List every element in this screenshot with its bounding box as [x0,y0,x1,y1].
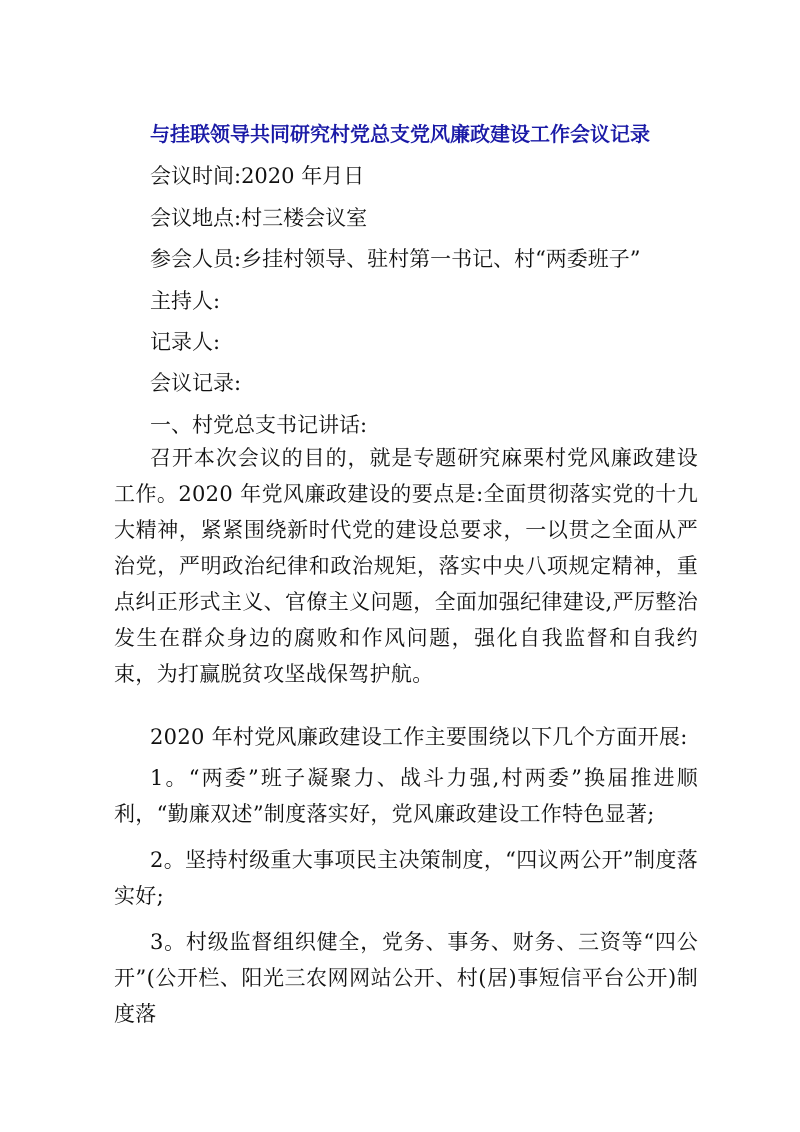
paragraph-overview: 2020 年村党风廉政建设工作主要围绕以下几个方面开展: [150,725,688,749]
paragraph-item-2: 2。坚持村级重大事项民主决策制度，“四议两公开”制度落实好; [114,848,698,908]
host: 主持人: [150,289,221,313]
recorder: 记录人: [150,330,221,354]
paragraph-purpose: 召开本次会议的目的，就是专题研究麻栗村党风廉政建设工作。2020 年党风廉政建设的要点是:全面贯彻落实党的十九大精神，紧紧围绕新时代党的建设总要求，一以贯之全面从严治党，严明政治纪律和政治规矩，落实中央八项规定精神，重点纠正形式主义、官僚主义问题，全面加强纪律建设,严厉整治发生在群众身边的腐败和作风问题，强化自我监督和自我约束，为打赢脱贫攻坚战保驾护航。 [114,446,698,686]
minutes-label: 会议记录: [150,371,242,395]
paragraph-item-1: 1。“两委”班子凝聚力、战斗力强,村两委”换届推进顺利，“勤廉双述”制度落实好，党风廉政建设工作特色显著; [114,766,698,826]
section-heading: 一、村党总支书记讲话: [150,413,368,437]
meeting-place: 会议地点:村三楼会议室 [150,206,368,230]
document-title: 与挂联领导共同研究村党总支党风廉政建设工作会议记录 [150,122,650,146]
paragraph-item-3: 3。村级监督组织健全，党务、事务、财务、三资等“四公开”(公开栏、阳光三农网网站公开、村(居)事短信平台公开)制度落 [114,930,698,1026]
attendees: 参会人员:乡挂村领导、驻村第一书记、村“两委班子” [150,247,641,271]
meeting-time: 会议时间:2020 年月日 [150,164,365,188]
